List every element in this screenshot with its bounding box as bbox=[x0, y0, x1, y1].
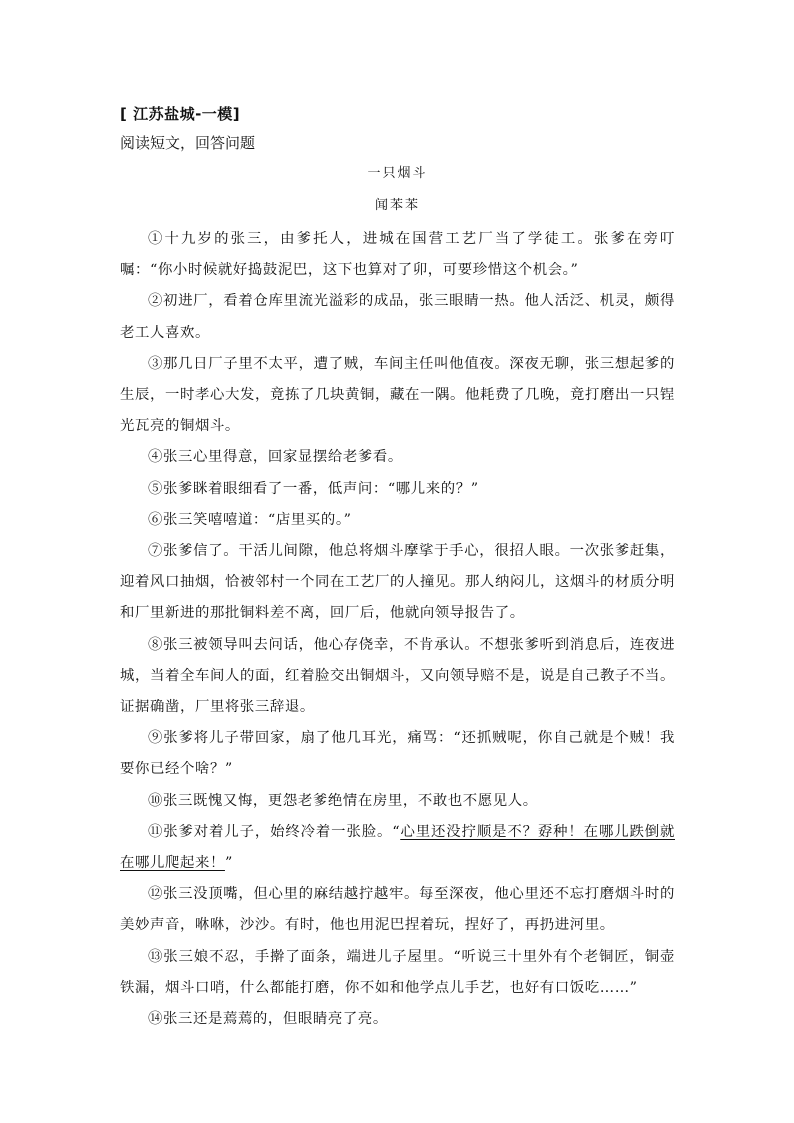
paragraph-13: ⑬张三娘不忍，手擀了面条，端进儿子屋里。“听说三十里外有个老铜匠，铜壶铁漏，烟斗口哨，什么都能打磨，你不如和他学点儿手艺，也好有口饭吃……” bbox=[120, 948, 675, 996]
paragraph-9: ⑨张爹将儿子带回家，扇了他几耳光，痛骂：“还抓贼呢，你自己就是个贼！我要你已经个啥？” bbox=[120, 730, 675, 778]
story-author: 闻苯苯 bbox=[374, 198, 420, 213]
source-tag: [ 江苏盐城-一模] bbox=[120, 105, 241, 123]
paragraph-11-tail: ” bbox=[224, 855, 233, 872]
story-title: 一只烟斗 bbox=[367, 166, 428, 181]
underlined-quote: 心里还没拧顺是不？孬种！在哪儿跌倒就在哪儿爬起来！ bbox=[120, 823, 675, 872]
paragraph-11-lead: ⑪张爹对着儿子，始终冷着一张脸。“ bbox=[148, 823, 401, 840]
instruction-text: 阅读短文，回答问题 bbox=[120, 134, 256, 152]
paragraph-10: ⑩张三既愧又悔，更怨老爹绝情在房里，不敢也不愿见人。 bbox=[148, 792, 538, 809]
paragraph-7: ⑦张爹信了。干活儿间隙，他总将烟斗摩挲于手心，很招人眼。一次张爹赶集，迎着风口抽烟，恰被邻村一个同在工艺厂的人撞见。那人纳闷儿，这烟斗的材质分明和厂里新进的那批铜料差不离，回厂后，他就向领导报告了。 bbox=[120, 543, 675, 622]
story-body bbox=[120, 224, 675, 1035]
paragraph-11 bbox=[120, 817, 675, 879]
paragraph-2: ②初进厂，看着仓库里流光溢彩的成品，张三眼睛一热。他人活泛、机灵，颇得老工人喜欢。 bbox=[120, 293, 675, 341]
paragraph-12: ⑫张三没顶嘴，但心里的麻结越拧越牢。每至深夜，他心里还不忘打磨烟斗时的美妙声音，咻咻，沙沙。有时，他也用泥巴捏着玩，捏好了，再扔进河里。 bbox=[120, 886, 675, 934]
paragraph-3: ③那几日厂子里不太平，遭了贼，车间主任叫他值夜。深夜无聊，张三想起爹的生辰，一时孝心大发，竟拣了几块黄铜，藏在一隅。他耗费了几晚，竟打磨出一只锃光瓦亮的铜烟斗。 bbox=[120, 355, 675, 435]
paragraph-1: ①十九岁的张三，由爹托人，进城在国营工艺厂当了学徒工。张爹在旁叮嘱：“你小时候就好捣鼓泥巴，这下也算对了卯，可要珍惜这个机会。” bbox=[120, 231, 675, 279]
paragraph-6: ⑥张三笑嘻嘻道：“店里买的。” bbox=[148, 511, 352, 528]
paragraph-5: ⑤张爹眯着眼细看了一番，低声问：“哪儿来的？” bbox=[148, 480, 479, 497]
paragraph-8: ⑧张三被领导叫去问话，他心存侥幸，不肯承认。不想张爹听到消息后，连夜进城，当着全车间人的面，红着脸交出铜烟斗，又向领导赔不是，说是自己教子不当。证据确凿，厂里将张三辞退。 bbox=[120, 636, 675, 716]
paragraph-4: ④张三心里得意，回家显摆给老爹看。 bbox=[148, 449, 403, 466]
paragraph-14: ⑭张三还是蔫蔫的，但眼睛亮了亮。 bbox=[148, 1011, 388, 1028]
